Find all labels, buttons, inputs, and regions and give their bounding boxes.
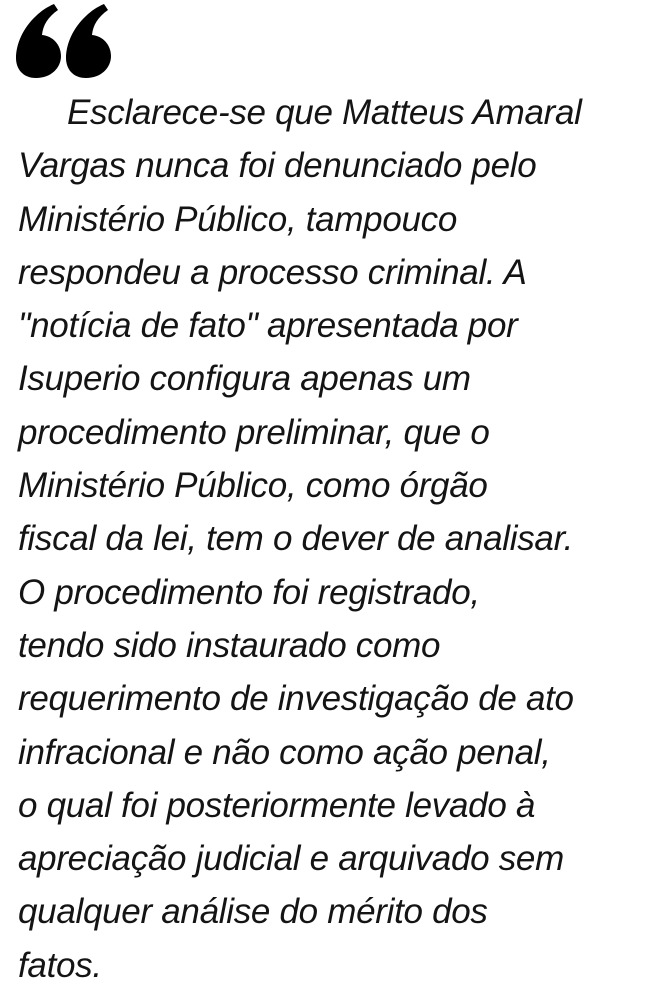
quote-mark-icon (14, 2, 114, 78)
quote-text: Esclarece-se que Matteus Amaral Vargas nunca foi denunciado pelo Ministério Público, tampouco respondeu a processo criminal. A "notícia de fato" apresentada por Isuperio configura apenas um procedimento preliminar, que o Ministério Público, como órgão fiscal da lei, tem o dever de analisar. O procedimento foi registrado, tendo sido instaurado como requerimento de investigação de ato infracional e não como ação penal, o qual foi posteriormente levado à apreciação judicial e arquivado sem qualquer análise do mérito dos fatos. (18, 93, 582, 985)
